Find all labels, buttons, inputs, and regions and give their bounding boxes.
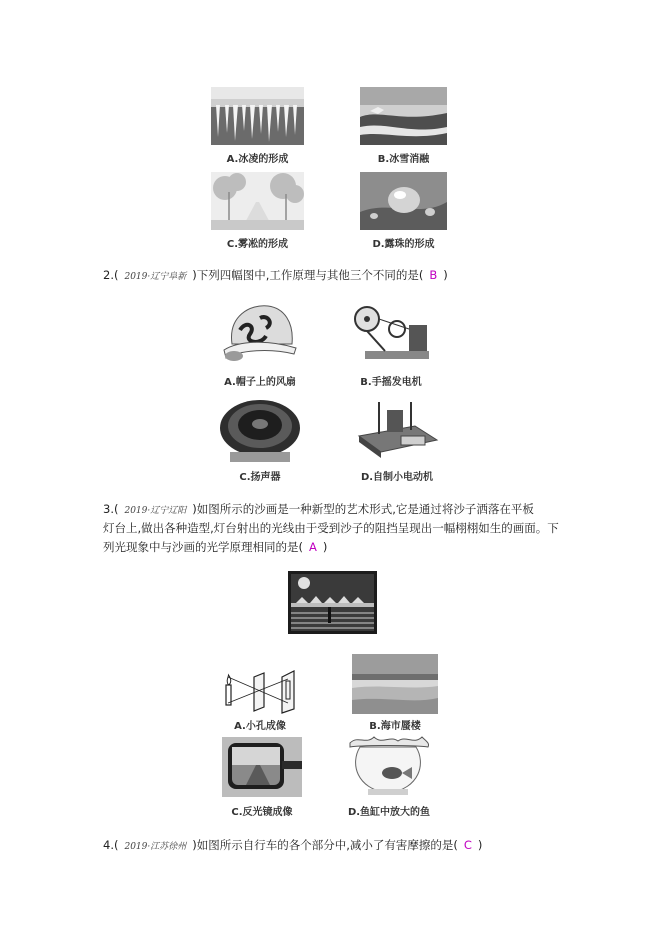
- q4-stem: )如图所示自行车的各个部分中,减小了有害摩擦的是(: [192, 838, 458, 852]
- q4-answer: C: [463, 838, 472, 852]
- option-b-caption: B.冰雪消融: [377, 154, 430, 165]
- q3-option-b-caption: B.海市蜃楼: [369, 721, 421, 732]
- question-3-line-1: [103, 500, 534, 521]
- dew-photo: [360, 172, 447, 230]
- q2-option-b-caption: B.手摇发电机: [360, 377, 422, 388]
- melting-snow-photo: [360, 87, 447, 145]
- question-4: [103, 836, 482, 857]
- q3-line1: )如图所示的沙画是一种新型的艺术形式,它是通过将沙子洒落在平板: [192, 502, 534, 516]
- fishbowl-photo: [346, 733, 432, 799]
- q2-option-a-caption: A.帽子上的风扇: [224, 377, 296, 388]
- cap-fan-photo: [220, 300, 300, 368]
- q4-number: 4.(: [103, 838, 119, 852]
- question-3-line-2: 灯台上,做出各种造型,灯台射出的光线由于受到沙子的阻挡呈现出一幅栩栩如生的画面。下: [103, 521, 559, 535]
- rime-photo: [211, 172, 304, 230]
- q2-source: 2019·辽宁阜新: [124, 272, 187, 282]
- q2-option-d-caption: D.自制小电动机: [360, 472, 434, 483]
- q2-option-c-caption: C.扬声器: [239, 472, 281, 483]
- q3-source: 2019·辽宁辽阳: [124, 506, 187, 516]
- q2-close: ): [443, 268, 448, 282]
- hand-generator-photo: [345, 303, 437, 365]
- small-motor-photo: [355, 396, 440, 462]
- q4-close: ): [477, 838, 483, 852]
- option-a-caption: A.冰凌的形成: [226, 154, 289, 165]
- q2-number: 2.(: [103, 268, 119, 282]
- q3-line3: 列光现象中与沙画的光学原理相同的是(: [103, 540, 303, 554]
- q3-close: ): [322, 540, 328, 554]
- option-d-caption: D.露珠的形成: [372, 239, 435, 250]
- q3-option-a-caption: A.小孔成像: [234, 721, 286, 732]
- icicle-photo: [211, 87, 304, 145]
- q3-number: 3.(: [103, 502, 119, 516]
- option-c-caption: C.雾凇的形成: [226, 239, 289, 250]
- mirror-photo: [222, 737, 302, 797]
- q3-answer: A: [309, 540, 317, 554]
- pinhole-diagram: [220, 667, 302, 715]
- q2-stem: )下列四幅图中,工作原理与其他三个不同的是(: [192, 268, 424, 282]
- q4-source: 2019·江苏徐州: [124, 842, 187, 852]
- q3-option-d-caption: D.鱼缸中放大的鱼: [347, 807, 431, 818]
- sand-painting-photo: [288, 571, 377, 634]
- question-3-line-3: [103, 538, 327, 557]
- question-2: [103, 266, 448, 287]
- q3-option-c-caption: C.反光镜成像: [231, 807, 293, 818]
- q2-answer: B: [429, 268, 438, 282]
- speaker-photo: [218, 398, 302, 464]
- mirage-photo: [352, 654, 438, 714]
